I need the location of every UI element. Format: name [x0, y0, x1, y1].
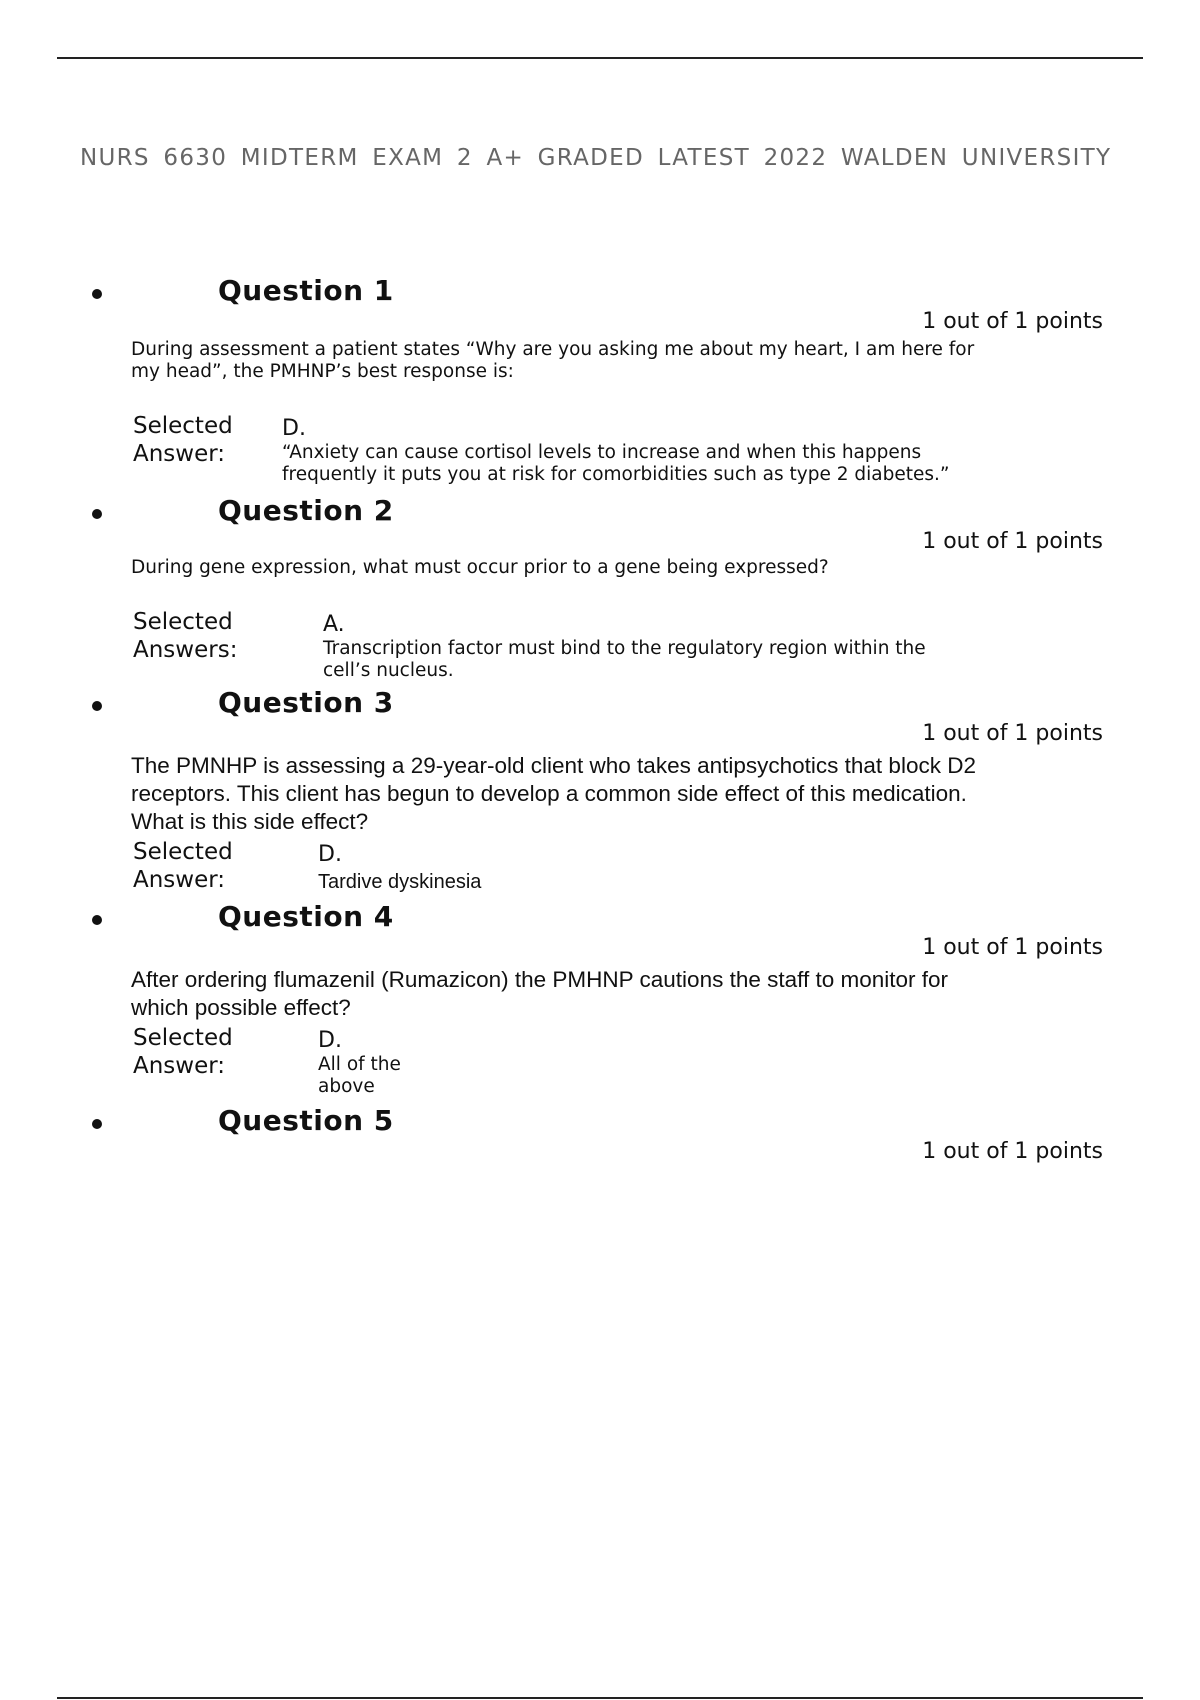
question-heading: Question 1 [218, 274, 394, 307]
answer-text: Transcription factor must bind to the regulatory region within the cell’s nucleus. [323, 638, 926, 681]
answer-text: “Anxiety can cause cortisol levels to increase and when this happens frequently it puts you at risk for comorbidities such as type 2 diabetes.” [282, 442, 950, 485]
question-heading: Question 3 [218, 686, 394, 719]
question-text: After ordering flumazenil (Rumazicon) the PMHNP cautions the staff to monitor for which possible effect? [131, 967, 949, 1020]
bullet-icon [92, 289, 102, 299]
question-text: The PMNHP is assessing a 29-year-old client who takes antipsychotics that block D2 receptors. This client has begun to develop a common side effect of this medication. What is this side effect? [131, 753, 976, 834]
answer-letter: D. [318, 1028, 342, 1053]
bottom-rule [57, 1697, 1143, 1699]
question-text: During gene expression, what must occur prior to a gene being expressed? [131, 557, 829, 578]
bullet-icon [92, 509, 102, 519]
question-points: 1 out of 1 points [922, 309, 1103, 334]
answer-text: All of the above [318, 1054, 401, 1097]
question-heading: Question 2 [218, 494, 394, 527]
question-heading: Question 4 [218, 900, 394, 933]
question-points: 1 out of 1 points [922, 1139, 1103, 1164]
answer-text: Tardive dyskinesia [318, 871, 482, 893]
bullet-icon [92, 915, 102, 925]
answer-letter: A. [323, 612, 345, 637]
bullet-icon [92, 701, 102, 711]
question-points: 1 out of 1 points [922, 935, 1103, 960]
top-rule [57, 57, 1143, 59]
question-text: During assessment a patient states “Why are you asking me about my heart, I am here for my head”, the PMHNP’s best response is: [131, 339, 975, 382]
answer-letter: D. [282, 416, 306, 441]
selected-answer-label: Selected Answer: [133, 413, 233, 467]
question-points: 1 out of 1 points [922, 721, 1103, 746]
question-points: 1 out of 1 points [922, 529, 1103, 554]
answer-letter: D. [318, 842, 342, 867]
bullet-icon [92, 1119, 102, 1129]
selected-answer-label: Selected Answer: [133, 1025, 233, 1079]
selected-answer-label: Selected Answers: [133, 609, 238, 663]
document-title: NURS 6630 MIDTERM EXAM 2 A+ GRADED LATEST 2022 WALDEN UNIVERSITY [80, 145, 1112, 171]
question-heading: Question 5 [218, 1104, 394, 1137]
selected-answer-label: Selected Answer: [133, 839, 233, 893]
